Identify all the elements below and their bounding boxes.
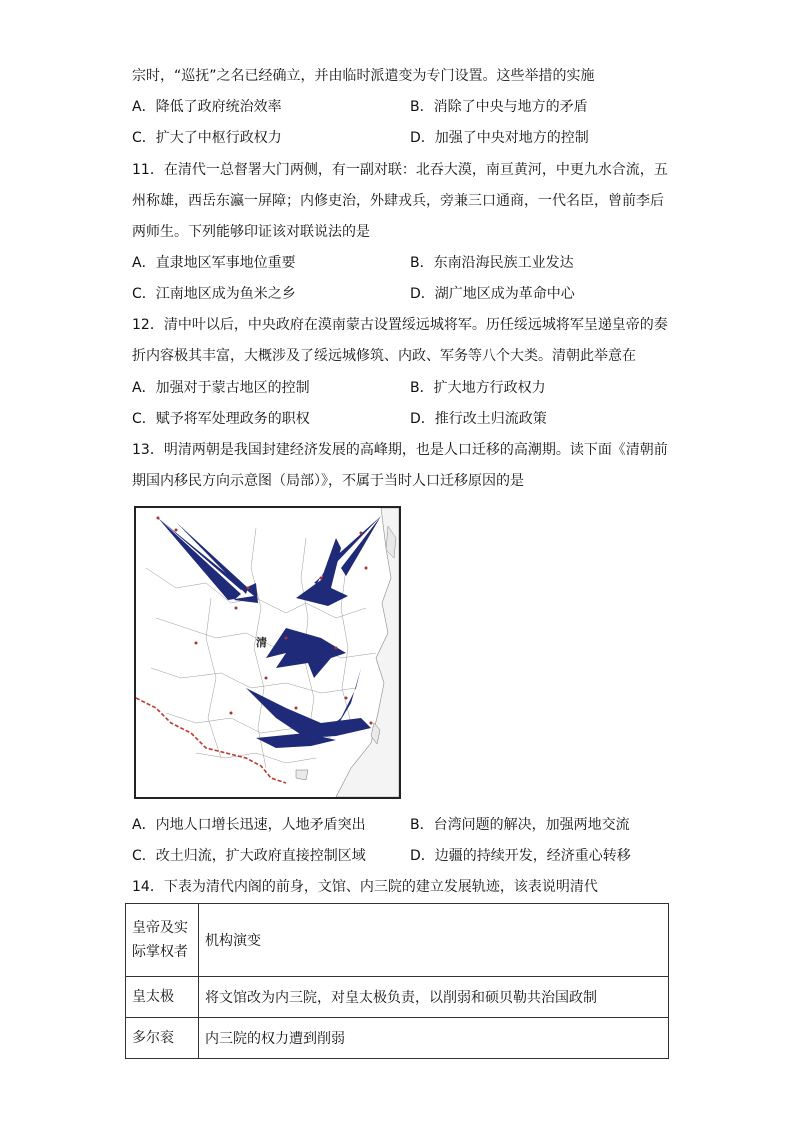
q13-option-c[interactable]: C．改土归流，扩大政府直接控制区域	[132, 848, 366, 864]
q11-line-1: 11．在清代一总督署大门两侧，有一副对联：北吞大漠，南亘黄河，中更九水合流，五	[132, 162, 668, 178]
migration-map-svg	[136, 508, 399, 797]
q11-option-b[interactable]: B．东南沿海民族工业发达	[410, 255, 574, 271]
table-header-ruler: 皇帝及实际掌权者	[126, 904, 199, 977]
q10-tail-line: 宗时，“巡抚”之名已经确立，并由临时派遣变为专门设置。这些举措的实施	[132, 68, 595, 84]
q11-line-3: 两师生。下列能够印证该对联说法的是	[132, 224, 370, 240]
table-row	[126, 977, 669, 1018]
hainan-island	[296, 770, 308, 780]
q10-option-a[interactable]: A．降低了政府统治效率	[132, 99, 282, 115]
q13-option-a[interactable]: A．内地人口增长迅速，人地矛盾突出	[132, 817, 366, 833]
q12-option-a[interactable]: A．加强对于蒙古地区的控制	[132, 380, 310, 396]
table-header-change: 机构演变	[199, 904, 669, 977]
q11-option-c[interactable]: C．江南地区成为鱼米之乡	[132, 286, 296, 302]
q12-line-2: 折内容极其丰富，大概涉及了绥远城修筑、内政、军务等八个大类。清朝此举意在	[132, 348, 636, 364]
table-cell-change: 将文馆改为内三院，对皇太极负责，以削弱和硕贝勒共治国政制	[199, 977, 669, 1018]
q11-option-d[interactable]: D．湖广地区成为革命中心	[410, 286, 575, 302]
q11-line-2: 州称雄，西岳东瀛一屏障；内修吏治，外肆戎兵，旁兼三口通商，一代名臣，曾前李后	[132, 193, 664, 209]
q14-line-1: 14．下表为清代内阁的前身，文馆、内三院的建立发展轨迹，该表说明清代	[132, 879, 598, 895]
institution-table	[125, 903, 669, 1059]
q13-option-d[interactable]: D．边疆的持续开发，经济重心转移	[410, 848, 631, 864]
table-cell-ruler: 皇太极	[126, 977, 199, 1018]
q13-option-b[interactable]: B．台湾问题的解决，加强两地交流	[410, 817, 630, 833]
q13-line-1: 13．明清两朝是我国封建经济发展的高峰期，也是人口迁移的高潮期。读下面《清朝前	[132, 442, 668, 458]
q10-option-c[interactable]: C．扩大了中枢行政权力	[132, 130, 282, 146]
q12-option-b[interactable]: B．扩大地方行政权力	[410, 380, 546, 396]
table-cell-ruler: 多尔衮	[126, 1018, 199, 1059]
q12-option-c[interactable]: C．赋予将军处理政务的职权	[132, 411, 310, 427]
table-row	[126, 1018, 669, 1059]
q12-line-1: 12．清中叶以后，中央政府在漠南蒙古设置绥远城将军。历任绥远城将军呈递皇帝的奏	[132, 317, 668, 333]
q11-option-a[interactable]: A．直隶地区军事地位重要	[132, 255, 296, 271]
q12-option-d[interactable]: D．推行改土归流政策	[410, 411, 547, 427]
map-center-label: 清	[256, 636, 267, 649]
table-header-row	[126, 904, 669, 977]
q10-option-b[interactable]: B．消除了中央与地方的矛盾	[410, 99, 588, 115]
table-cell-change: 内三院的权力遭到削弱	[199, 1018, 669, 1059]
q10-option-d[interactable]: D．加强了中央对地方的控制	[410, 130, 589, 146]
q13-line-2: 期国内移民方向示意图（局部）》，不属于当时人口迁移原因的是	[132, 473, 524, 489]
migration-map	[134, 506, 401, 799]
